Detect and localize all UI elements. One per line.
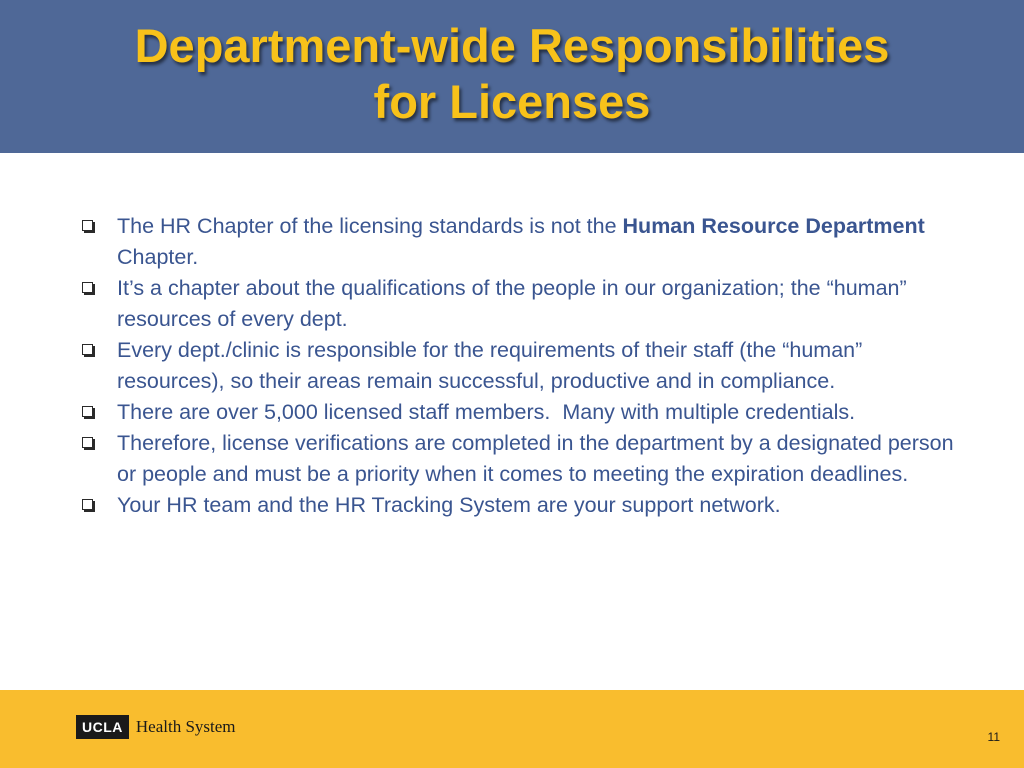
checkbox-bullet-icon xyxy=(82,282,93,293)
bullet-item xyxy=(80,211,970,273)
bullet-item xyxy=(80,273,970,335)
slide-title-line-2: for Licenses xyxy=(373,75,651,128)
checkbox-bullet-icon xyxy=(82,220,93,231)
bullet-text: There are over 5,000 licensed staff members. Many with multiple credentials. xyxy=(117,400,856,424)
page-number: 11 xyxy=(987,730,1000,744)
checkbox-bullet-icon xyxy=(82,344,93,355)
slide-title xyxy=(0,18,1024,130)
bullet-text: Your HR team and the HR Tracking System are your support network. xyxy=(117,493,781,517)
bullet-item xyxy=(80,428,970,490)
bullet-text: The HR Chapter of the licensing standards is not the xyxy=(117,214,623,238)
bullet-item xyxy=(80,335,970,397)
bullet-text: It’s a chapter about the qualifications of the people in our organization; the “human” resources of every dept. xyxy=(117,276,907,331)
slide-title-line-1: Department-wide Responsibilities xyxy=(134,19,890,72)
ucla-health-logo xyxy=(76,715,236,739)
bullet-text: Every dept./clinic is responsible for the requirements of their staff (the “human” resources), so their areas remain successful, productive and in compliance. xyxy=(117,338,863,393)
checkbox-bullet-icon xyxy=(82,437,93,448)
footer-bar xyxy=(0,690,1024,768)
logo-wordmark-box: UCLA xyxy=(76,715,129,739)
bullet-list xyxy=(80,211,970,521)
bullet-item xyxy=(80,490,970,521)
bullet-text: Chapter. xyxy=(117,245,199,269)
logo-wordmark-text: Health System xyxy=(135,717,236,736)
title-banner xyxy=(0,0,1024,153)
bullet-text: Therefore, license verifications are completed in the department by a designated person or people and must be a priority when it comes to meeting the expiration deadlines. xyxy=(117,431,954,486)
bullet-bold-text: Human Resource Department xyxy=(622,214,925,238)
bullet-item xyxy=(80,397,970,428)
checkbox-bullet-icon xyxy=(82,499,93,510)
checkbox-bullet-icon xyxy=(82,406,93,417)
